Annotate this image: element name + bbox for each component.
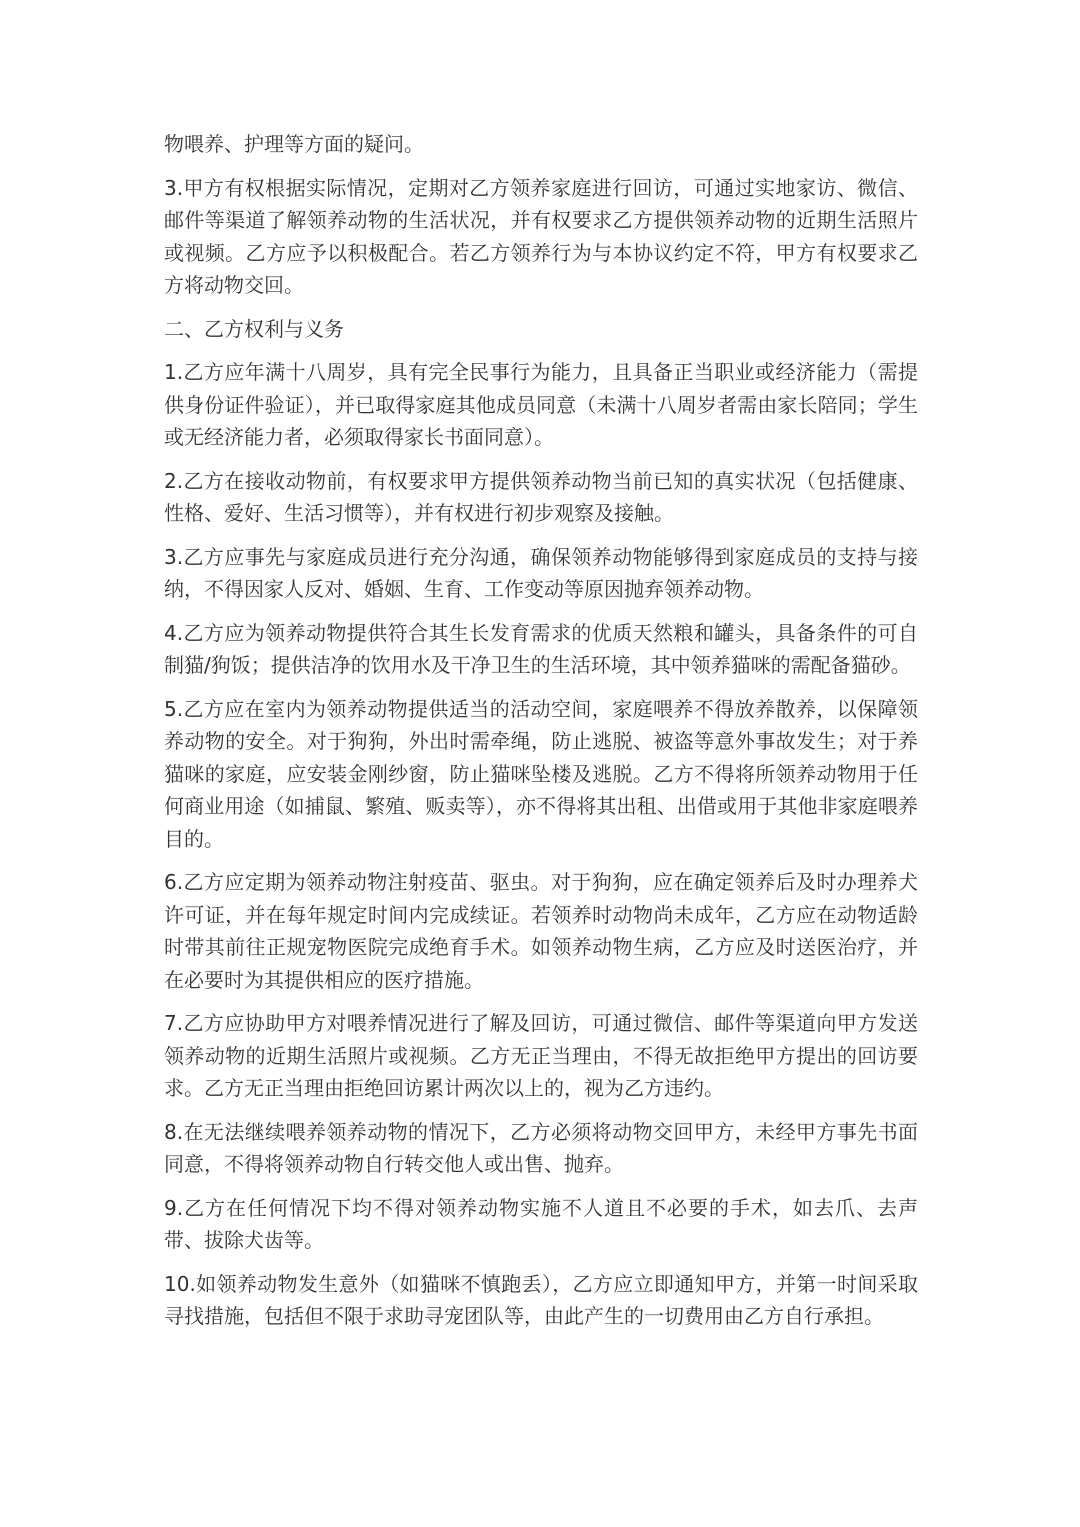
paragraph-party-b-clause-10: 10.如领养动物发生意外（如猫咪不慎跑丢），乙方应立即通知甲方，并第一时间采取寻找措施，包括但不限于求助寻宠团队等，由此产生的一切费用由乙方自行承担。 bbox=[164, 1271, 918, 1328]
paragraph-party-b-clause-9: 9.乙方在任何情况下均不得对领养动物实施不人道且不必要的手术，如去爪、去声带、拔除犬齿等。 bbox=[164, 1195, 918, 1252]
paragraph-party-b-clause-7: 7.乙方应协助甲方对喂养情况进行了解及回访，可通过微信、邮件等渠道向甲方发送领养动物的近期生活照片或视频。乙方无正当理由，不得无故拒绝甲方提出的回访要求。乙方无正当理由拒绝回访累计两次以上的，视为乙方违约。 bbox=[164, 1011, 918, 1100]
document-page bbox=[164, 128, 918, 1344]
paragraph-continuation: 物喂养、护理等方面的疑问。 bbox=[164, 132, 424, 156]
paragraph-party-b-clause-8: 8.在无法继续喂养领养动物的情况下，乙方必须将动物交回甲方，未经甲方事先书面同意，不得将领养动物自行转交他人或出售、抛弃。 bbox=[164, 1119, 918, 1176]
paragraph-party-b-clause-6: 6.乙方应定期为领养动物注射疫苗、驱虫。对于狗狗，应在确定领养后及时办理养犬许可证，并在每年规定时间内完成续证。若领养时动物尚未成年，乙方应在动物适龄时带其前往正规宠物医院完成绝育手术。如领养动物生病，乙方应及时送医治疗，并在必要时为其提供相应的医疗措施。 bbox=[164, 870, 918, 992]
section-heading-party-b: 二、乙方权利与义务 bbox=[164, 316, 344, 341]
paragraph-party-b-clause-4: 4.乙方应为领养动物提供符合其生长发育需求的优质天然粮和罐头，具备条件的可自制猫/狗饭；提供洁净的饮用水及干净卫生的生活环境，其中领养猫咪的需配备猫砂。 bbox=[164, 620, 918, 677]
paragraph-party-b-clause-5: 5.乙方应在室内为领养动物提供适当的活动空间，家庭喂养不得放养散养，以保障领养动物的安全。对于狗狗，外出时需牵绳，防止逃脱、被盗等意外事故发生；对于养猫咪的家庭，应安装金刚纱窗，防止猫咪坠楼及逃脱。乙方不得将所领养动物用于任何商业用途（如捕鼠、繁殖、贩卖等），亦不得将其出租、出借或用于其他非家庭喂养目的。 bbox=[164, 696, 918, 851]
paragraph-party-b-clause-1: 1.乙方应年满十八周岁，具有完全民事行为能力，且具备正当职业或经济能力（需提供身份证件验证），并已取得家庭其他成员同意（未满十八周岁者需由家长陪同；学生或无经济能力者，必须取得家长书面同意）。 bbox=[164, 360, 918, 449]
paragraph-party-b-clause-3: 3.乙方应事先与家庭成员进行充分沟通，确保领养动物能够得到家庭成员的支持与接纳，不得因家人反对、婚姻、生育、工作变动等原因抛弃领养动物。 bbox=[164, 544, 918, 601]
paragraph-party-b-clause-2: 2.乙方在接收动物前，有权要求甲方提供领养动物当前已知的真实状况（包括健康、性格、爱好、生活习惯等），并有权进行初步观察及接触。 bbox=[164, 468, 918, 525]
paragraph-party-a-clause-3: 3.甲方有权根据实际情况，定期对乙方领养家庭进行回访，可通过实地家访、微信、邮件等渠道了解领养动物的生活状况，并有权要求乙方提供领养动物的近期生活照片或视频。乙方应予以积极配合。若乙方领养行为与本协议约定不符，甲方有权要求乙方将动物交回。 bbox=[164, 175, 918, 297]
